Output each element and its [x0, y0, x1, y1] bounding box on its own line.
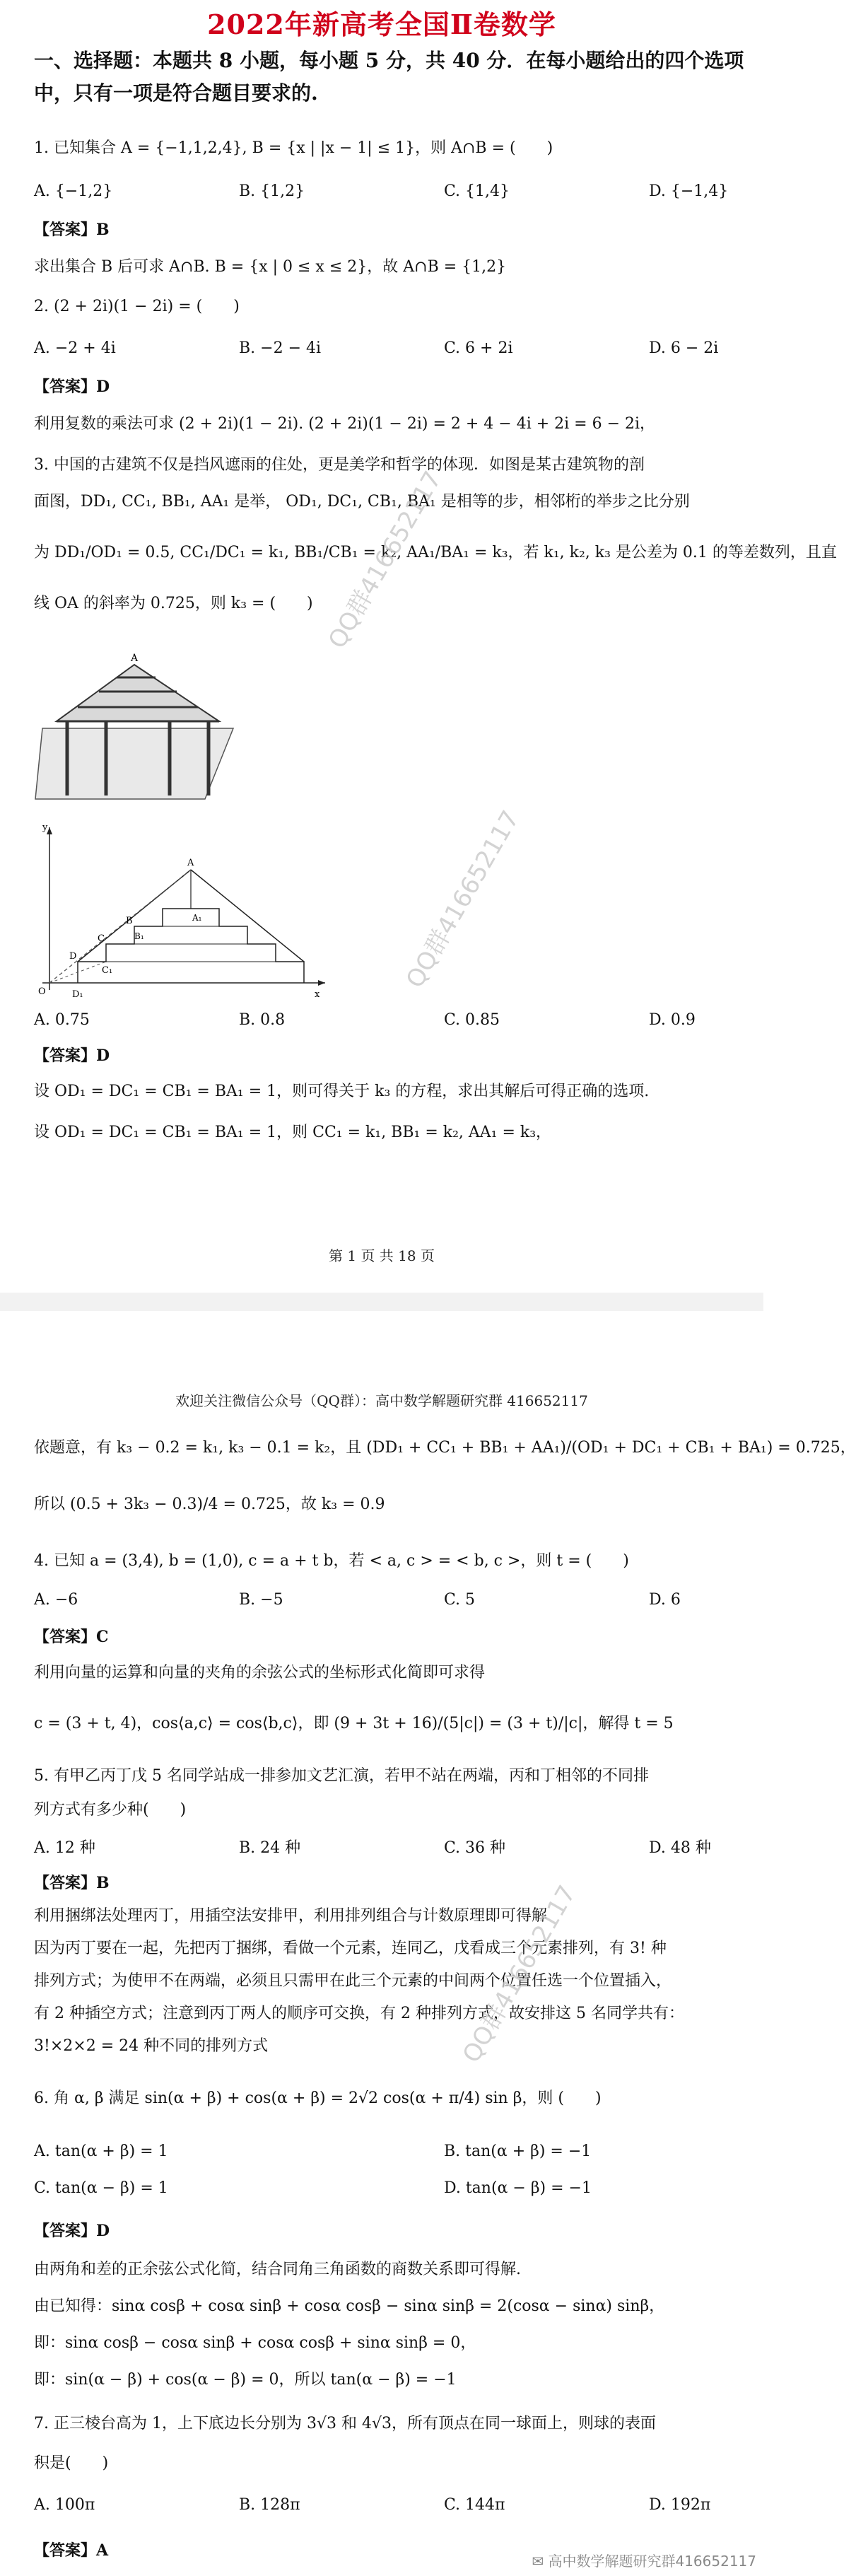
q6-options-row-2	[34, 2179, 734, 2205]
q3-fig-origin-label: O	[38, 986, 46, 997]
q3-building-illustration	[28, 622, 240, 813]
q1-options	[34, 182, 734, 208]
q3-stem-line-2: 面图，DD₁, CC₁, BB₁, AA₁ 是举， OD₁, DC₁, CB₁, BA₁ 是相等的步，相邻桁的举步之比分别	[34, 493, 690, 511]
q3-explanation-line-1: 设 OD₁ = DC₁ = CB₁ = BA₁ = 1，则可得关于 k₃ 的方程，求出其解后可得正确的选项.	[34, 1083, 650, 1100]
q5-explanation-line-4: 有 2 种插空方式；注意到丙丁两人的顺序可交换，有 2 种排列方式，故安排这 5 名同学共有：	[34, 2005, 684, 2022]
q2-explanation: 利用复数的乘法可求 (2 + 2i)(1 − 2i). (2 + 2i)(1 − 2i) = 2 + 4 − 4i + 2i = 6 − 2i，	[34, 415, 656, 433]
q7-options	[34, 2496, 734, 2522]
q3-fig-d1-label: D₁	[72, 989, 83, 1000]
q3-explanation-line-2: 设 OD₁ = DC₁ = CB₁ = BA₁ = 1，则 CC₁ = k₁, BB₁ = k₂, AA₁ = k₃，	[34, 1124, 552, 1141]
q2-stem: 2. (2 + 2i)(1 − 2i) = ( )	[34, 298, 240, 315]
wechat-icon: ✉	[532, 2553, 549, 2570]
q3-answer: 【答案】D	[34, 1047, 110, 1065]
section-heading-line-1: 一、选择题：本题共 8 小题，每小题 5 分，共 40 分．在每小题给出的四个选项	[34, 49, 744, 72]
q1-answer: 【答案】B	[34, 221, 110, 239]
q6-answer: 【答案】D	[34, 2222, 110, 2240]
q5-option-a[interactable]: A. 12 种	[34, 1839, 95, 1857]
q6-explanation-line-1: 由两角和差的正余弦公式化简，结合同角三角函数的商数关系即可得解.	[34, 2261, 521, 2278]
q5-explanation-line-1: 利用捆绑法处理丙丁，用插空法安排甲，利用排列组合与计数原理即可得解	[34, 1907, 548, 1925]
q3-fig-c-label: C	[98, 933, 105, 944]
q7-option-a[interactable]: A. 100π	[34, 2496, 95, 2514]
q6-option-a[interactable]: A. tan(α + β) = 1	[34, 2143, 168, 2160]
q4-options	[34, 1591, 734, 1616]
q3-stem-line-3: 为 DD₁/OD₁ = 0.5, CC₁/DC₁ = k₁, BB₁/CB₁ = k₂, AA₁/BA₁ = k₃，若 k₁, k₂, k₃ 是公差为 0.1 的等差数列，且直	[34, 544, 837, 561]
q5-stem-line-2: 列方式有多少种( )	[34, 1801, 187, 1819]
q4-answer: 【答案】C	[34, 1628, 109, 1646]
q5-options	[34, 1836, 734, 1861]
q7-stem-line-2: 积是( )	[34, 2454, 109, 2472]
q4-option-c[interactable]: C. 5	[444, 1591, 476, 1609]
q1-option-d[interactable]: D. {−1,4}	[649, 182, 729, 200]
q3-explanation-line-4: 所以 (0.5 + 3k₃ − 0.3)/4 = 0.725，故 k₃ = 0.9	[34, 1496, 385, 1513]
q5-option-d[interactable]: D. 48 种	[649, 1839, 711, 1857]
q3-option-a[interactable]: A. 0.75	[34, 1011, 90, 1029]
q3-option-c[interactable]: C. 0.85	[444, 1011, 500, 1029]
q3-options	[34, 1011, 734, 1037]
q2-option-c[interactable]: C. 6 + 2i	[444, 339, 513, 357]
account-watermark-text: 高中数学解题研究群416652117	[548, 2553, 756, 2570]
q6-stem: 6. 角 α, β 满足 sin(α + β) + cos(α + β) = 2√2 cos(α + π/4) sin β，则 ( )	[34, 2090, 602, 2107]
q6-explanation-line-4: 即：sin(α − β) + cos(α − β) = 0，所以 tan(α − β) = −1	[34, 2371, 457, 2389]
watermark: QQ群416652117	[457, 1880, 582, 2068]
q4-option-d[interactable]: D. 6	[649, 1591, 681, 1609]
q4-option-b[interactable]: B. −5	[239, 1591, 283, 1609]
q3-fig-y-label: y	[42, 822, 48, 833]
q5-stem-line-1: 5. 有甲乙丙丁戊 5 名同学站成一排参加文艺汇演，若甲不站在两端，丙和丁相邻的不同排	[34, 1767, 649, 1785]
q3-coordinate-figure	[28, 820, 332, 1004]
q6-explanation-line-3: 即：sinα cosβ − cosα sinβ + cosα cosβ + sinα sinβ = 0，	[34, 2334, 476, 2352]
q3-fig-x-label: x	[315, 989, 320, 1000]
q6-options-row-1	[34, 2143, 734, 2168]
q5-explanation-line-3: 排列方式；为使甲不在两端，必须且只需甲在此三个元素的中间两个位置任选一个位置插入，	[34, 1972, 672, 1990]
q2-answer: 【答案】D	[34, 378, 110, 396]
q1-option-c[interactable]: C. {1,4}	[444, 182, 510, 200]
q3-fig-d-label: D	[69, 951, 77, 962]
q3-fig-b1-label: B₁	[134, 931, 144, 941]
q1-stem: 1. 已知集合 A = {−1,1,2,4}, B = {x | |x − 1| ≤ 1}，则 A∩B = ( )	[34, 139, 553, 157]
page-separator	[0, 1293, 763, 1311]
q3-fig-a1-label: A₁	[192, 913, 202, 923]
q1-option-b[interactable]: B. {1,2}	[239, 182, 305, 200]
q7-answer: 【答案】A	[34, 2541, 109, 2560]
q3-explanation-line-3: 依题意，有 k₃ − 0.2 = k₁, k₃ − 0.1 = k₂，且 (DD₁ + CC₁ + BB₁ + AA₁)/(OD₁ + DC₁ + CB₁ + BA₁) = 0.725，	[34, 1439, 856, 1457]
q6-option-b[interactable]: B. tan(α + β) = −1	[444, 2143, 592, 2160]
section-heading-line-2: 中，只有一项是符合题目要求的.	[34, 81, 318, 105]
q2-option-b[interactable]: B. −2 − 4i	[239, 339, 322, 357]
q2-option-d[interactable]: D. 6 − 2i	[649, 339, 719, 357]
q4-explanation-line-1: 利用向量的运算和向量的夹角的余弦公式的坐标形式化简即可求得	[34, 1664, 486, 1682]
q3-fig-c1-label: C₁	[102, 965, 113, 976]
q4-stem: 4. 已知 a = (3,4), b = (1,0), c = a + t b，若 < a, c > = < b, c >，则 t = ( )	[34, 1552, 629, 1570]
page-footer: 第 1 页 共 18 页	[329, 1247, 435, 1264]
q1-option-a[interactable]: A. {−1,2}	[34, 182, 113, 200]
q7-option-d[interactable]: D. 192π	[649, 2496, 711, 2514]
q5-explanation-line-2: 因为丙丁要在一起，先把丙丁捆绑，看做一个元素，连同乙，戊看成三个元素排列，有 3! 种	[34, 1940, 667, 1957]
q4-explanation-line-2: c = (3 + t, 4)，cos⟨a,c⟩ = cos⟨b,c⟩，即 (9 + 3t + 16)/(5|c|) = (3 + t)/|c|，解得 t = 5	[34, 1715, 674, 1732]
q4-option-a[interactable]: A. −6	[34, 1591, 78, 1609]
q3-fig-b-label: B	[126, 916, 133, 926]
account-watermark	[532, 2550, 756, 2570]
q3-option-d[interactable]: D. 0.9	[649, 1011, 696, 1029]
page-title: 2022年新高考全国Ⅱ卷数学	[207, 8, 556, 40]
q5-explanation-line-5: 3!×2×2 = 24 种不同的排列方式	[34, 2037, 269, 2055]
q7-option-c[interactable]: C. 144π	[444, 2496, 505, 2514]
q3-fig-a-label: A	[187, 858, 194, 868]
q2-options	[34, 339, 734, 365]
q2-option-a[interactable]: A. −2 + 4i	[34, 339, 116, 357]
q1-explanation: 求出集合 B 后可求 A∩B. B = {x | 0 ≤ x ≤ 2}，故 A∩B = {1,2}	[34, 258, 507, 276]
q3-stem-line-4: 线 OA 的斜率为 0.725，则 k₃ = ( )	[34, 595, 313, 612]
q6-explanation-line-2: 由已知得：sinα cosβ + cosα sinβ + cosα cosβ − sinα sinβ = 2(cosα − sinα) sinβ，	[34, 2297, 665, 2315]
q3-stem-line-1: 3. 中国的古建筑不仅是挡风遮雨的住处，更是美学和哲学的体现．如图是某古建筑物的剖	[34, 456, 645, 474]
header-banner: 欢迎关注微信公众号（QQ群）：高中数学解题研究群 416652117	[175, 1392, 588, 1409]
q6-option-d[interactable]: D. tan(α − β) = −1	[444, 2179, 592, 2197]
q3-option-b[interactable]: B. 0.8	[239, 1011, 286, 1029]
q5-option-b[interactable]: B. 24 种	[239, 1839, 301, 1857]
q5-answer: 【答案】B	[34, 1874, 110, 1892]
q7-stem-line-1: 7. 正三棱台高为 1，上下底边长分别为 3√3 和 4√3，所有顶点在同一球面上，则球的表面	[34, 2415, 656, 2432]
q7-option-b[interactable]: B. 128π	[239, 2496, 300, 2514]
q6-option-c[interactable]: C. tan(α − β) = 1	[34, 2179, 168, 2197]
watermark: QQ群416652117	[400, 805, 525, 993]
q3-building-label-a: A	[130, 653, 139, 664]
q5-option-c[interactable]: C. 36 种	[444, 1839, 506, 1857]
watermark: QQ群416652117	[322, 466, 447, 653]
